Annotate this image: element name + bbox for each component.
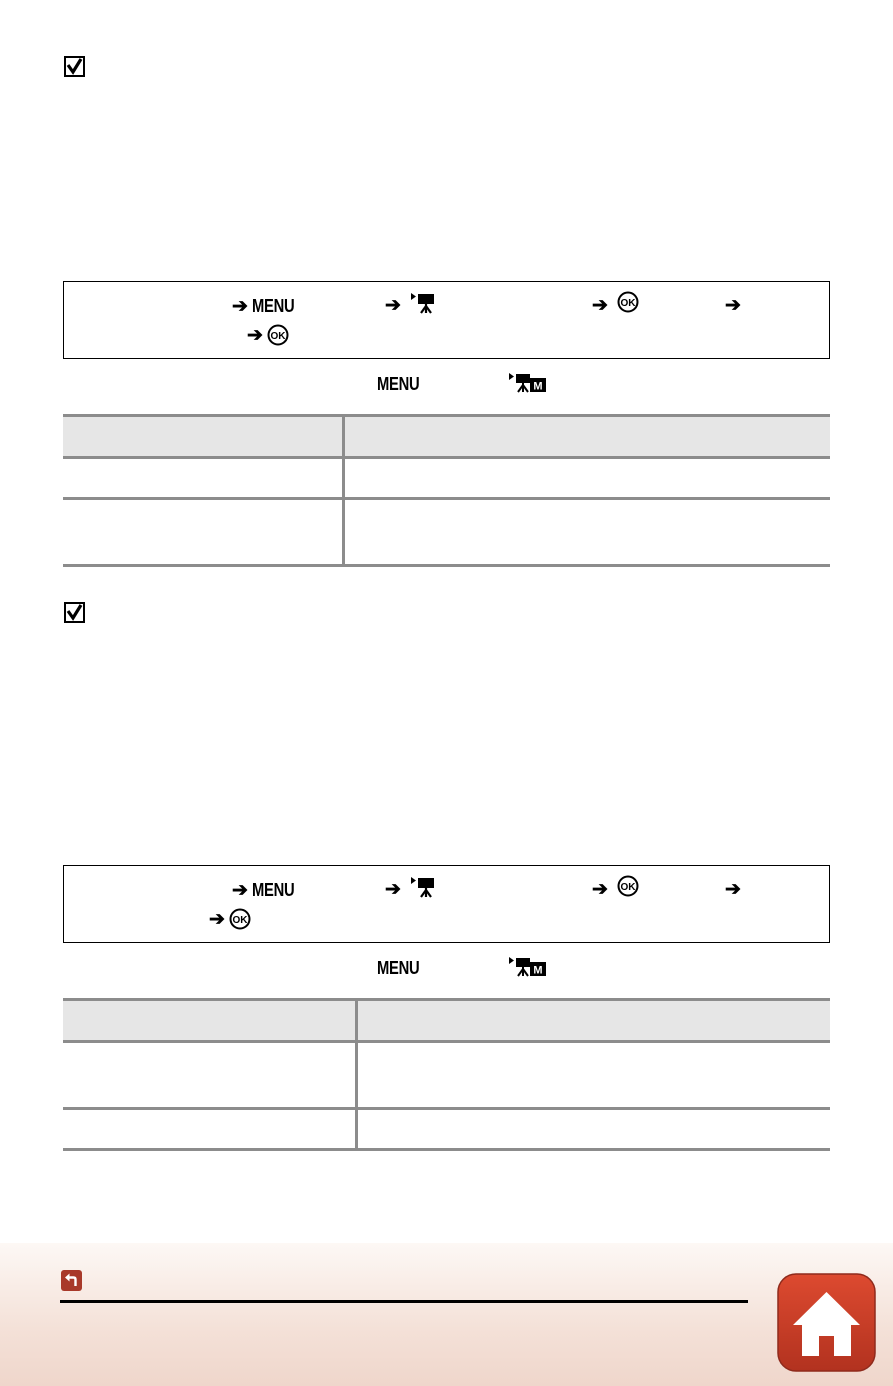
arrow-right-icon: ➔ (247, 324, 263, 346)
svg-text:M: M (533, 964, 543, 977)
menu-navigation-path (63, 281, 830, 359)
table-row (63, 499, 830, 566)
caution-checkmark-icon (64, 602, 85, 623)
table-header-option (63, 1000, 356, 1042)
arrow-right-icon: ➔ (232, 295, 248, 317)
arrow-right-icon: ➔ (725, 295, 741, 316)
table-row (63, 1042, 830, 1109)
table-cell-option (63, 458, 343, 499)
ok-button-icon (267, 324, 289, 346)
home-button[interactable] (777, 1273, 876, 1372)
table-cell-description (343, 499, 830, 566)
table-header-description (343, 416, 830, 458)
nav-path-line-2 (209, 906, 251, 932)
home-icon (777, 1273, 876, 1372)
table-header-description (356, 1000, 830, 1042)
table-cell-option (63, 1042, 356, 1109)
option-table (63, 998, 830, 1151)
table-cell-description (343, 458, 830, 499)
nav-path-line-2 (247, 322, 289, 348)
arrow-right-icon: ➔ (232, 879, 248, 901)
menu-button-icon: MENU (251, 295, 295, 316)
nav-path-line-1 (232, 293, 304, 319)
table-cell-option (63, 499, 343, 566)
nav-path-line-1 (232, 877, 304, 903)
table-cell-description (356, 1109, 830, 1150)
table-header-row (63, 1000, 830, 1042)
arrow-right-icon: ➔ (725, 879, 741, 900)
ok-button-icon (229, 908, 251, 930)
arrow-right-icon: ➔ (209, 908, 225, 930)
table-cell-description (356, 1042, 830, 1109)
option-table (63, 414, 830, 567)
availability-note (377, 956, 577, 980)
svg-text:OK: OK (620, 298, 636, 309)
svg-text:M: M (533, 380, 543, 393)
menu-button-icon: MENU (377, 374, 420, 394)
movie-manual-icon (508, 956, 548, 978)
table-header-row (63, 416, 830, 458)
ok-button-icon (617, 291, 639, 313)
table-row (63, 1109, 830, 1150)
svg-text:OK: OK (232, 915, 248, 926)
back-arrow-icon[interactable] (61, 1270, 82, 1291)
menu-navigation-path (63, 865, 830, 943)
menu-button-icon: MENU (377, 958, 420, 978)
svg-text:OK: OK (620, 882, 636, 893)
arrow-right-icon: ➔ (592, 295, 608, 316)
movie-menu-icon (410, 292, 440, 314)
arrow-right-icon: ➔ (385, 295, 401, 316)
arrow-right-icon: ➔ (592, 879, 608, 900)
availability-note (377, 372, 577, 396)
ok-button-icon (617, 875, 639, 897)
arrow-right-icon: ➔ (385, 879, 401, 900)
table-row (63, 458, 830, 499)
menu-button-icon: MENU (251, 879, 295, 900)
movie-menu-icon (410, 876, 440, 898)
caution-checkmark-icon (64, 56, 85, 77)
svg-text:OK: OK (270, 331, 286, 342)
footer-rule (60, 1300, 748, 1303)
table-cell-option (63, 1109, 356, 1150)
footer-band (0, 1243, 893, 1386)
movie-manual-icon (508, 372, 548, 394)
table-header-option (63, 416, 343, 458)
